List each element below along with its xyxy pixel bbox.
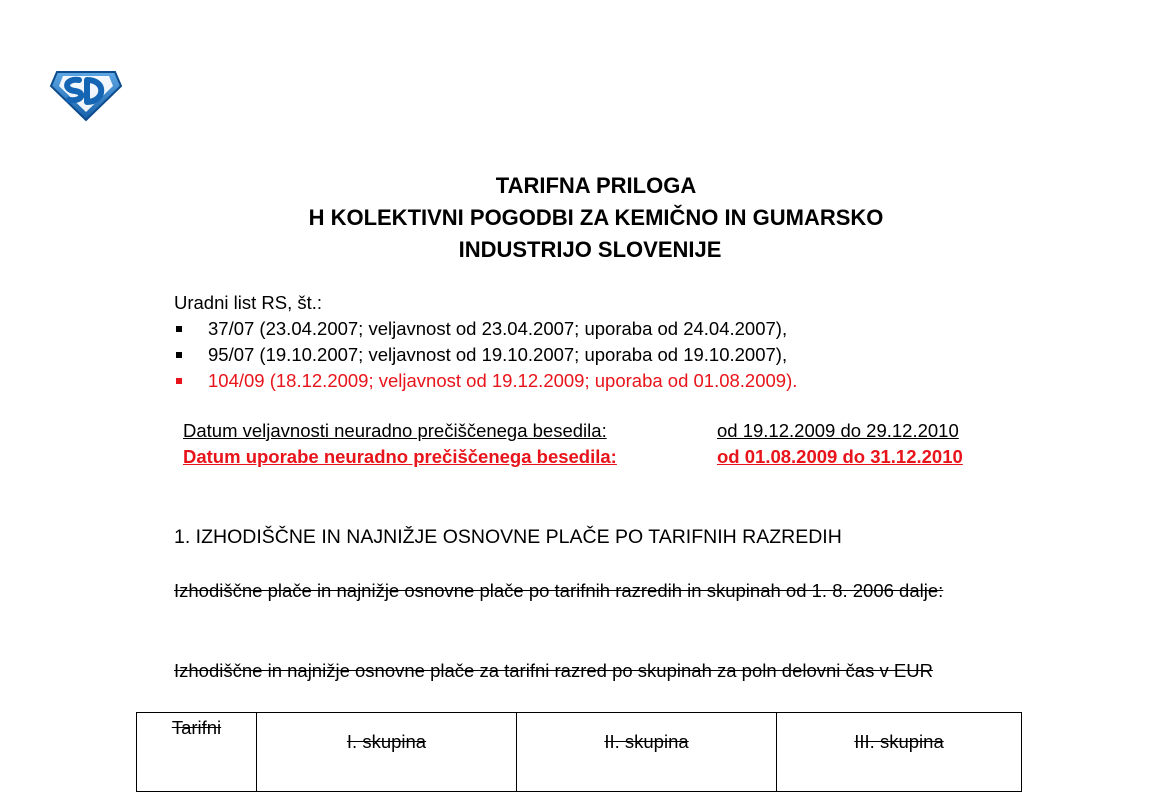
gazette-item-text: 95/07 (19.10.2007; veljavnost od 19.10.2007; uporaba od 19.10.2007),	[208, 344, 788, 365]
validity-value: od 19.12.2009 do 29.12.2010	[717, 420, 959, 441]
gazette-item	[174, 342, 797, 368]
square-bullet-icon	[176, 352, 182, 358]
square-bullet-icon	[176, 378, 182, 384]
validity-row	[183, 418, 963, 444]
table-header-cell: II. skupina	[517, 713, 777, 792]
salary-table	[136, 712, 1022, 792]
paragraph-struck-2: Izhodiščne in najnižje osnovne plače za tarifni razred po skupinah za poln delovni čas v EUR	[174, 660, 933, 681]
square-bullet-icon	[176, 326, 182, 332]
gazette-heading: Uradni list RS, št.:	[174, 292, 323, 313]
gazette-item-text: 37/07 (23.04.2007; veljavnost od 23.04.2007; uporaba od 24.04.2007),	[208, 318, 788, 339]
gazette-item-text: 104/09 (18.12.2009; veljavnost od 19.12.2009; uporaba od 01.08.2009).	[208, 370, 798, 391]
title-line-3: INDUSTRIJO SLOVENIJE	[458, 237, 722, 262]
table-header-cell: III. skupina	[777, 713, 1022, 792]
validity-label: Datum veljavnosti neuradno prečiščenega besedila:	[183, 420, 607, 441]
title-line-1: TARIFNA PRILOGA	[495, 173, 697, 198]
application-value: od 01.08.2009 do 31.12.2010	[717, 446, 963, 467]
table-header-cell: Tarifni	[137, 713, 257, 792]
application-label: Datum uporabe neuradno prečiščenega besedila:	[183, 446, 617, 467]
gazette-item	[174, 316, 797, 342]
application-row	[183, 444, 963, 470]
official-gazette-list	[174, 290, 797, 394]
paragraph-struck-1: Izhodiščne plače in najnižje osnovne plače po tarifnih razredih in skupinah od 1. 8. 2006 dalje:	[174, 580, 944, 601]
document-title	[150, 170, 1042, 266]
table-header-cell: I. skupina	[257, 713, 517, 792]
dates-block	[183, 418, 963, 470]
sd-logo	[49, 66, 123, 122]
section-heading: 1. IZHODIŠČNE IN NAJNIŽJE OSNOVNE PLAČE PO TARIFNIH RAZREDIH	[174, 526, 842, 548]
title-line-2: H KOLEKTIVNI POGODBI ZA KEMIČNO IN GUMARSKO	[308, 205, 884, 230]
gazette-item	[174, 368, 797, 394]
table-header-row	[137, 713, 1022, 792]
